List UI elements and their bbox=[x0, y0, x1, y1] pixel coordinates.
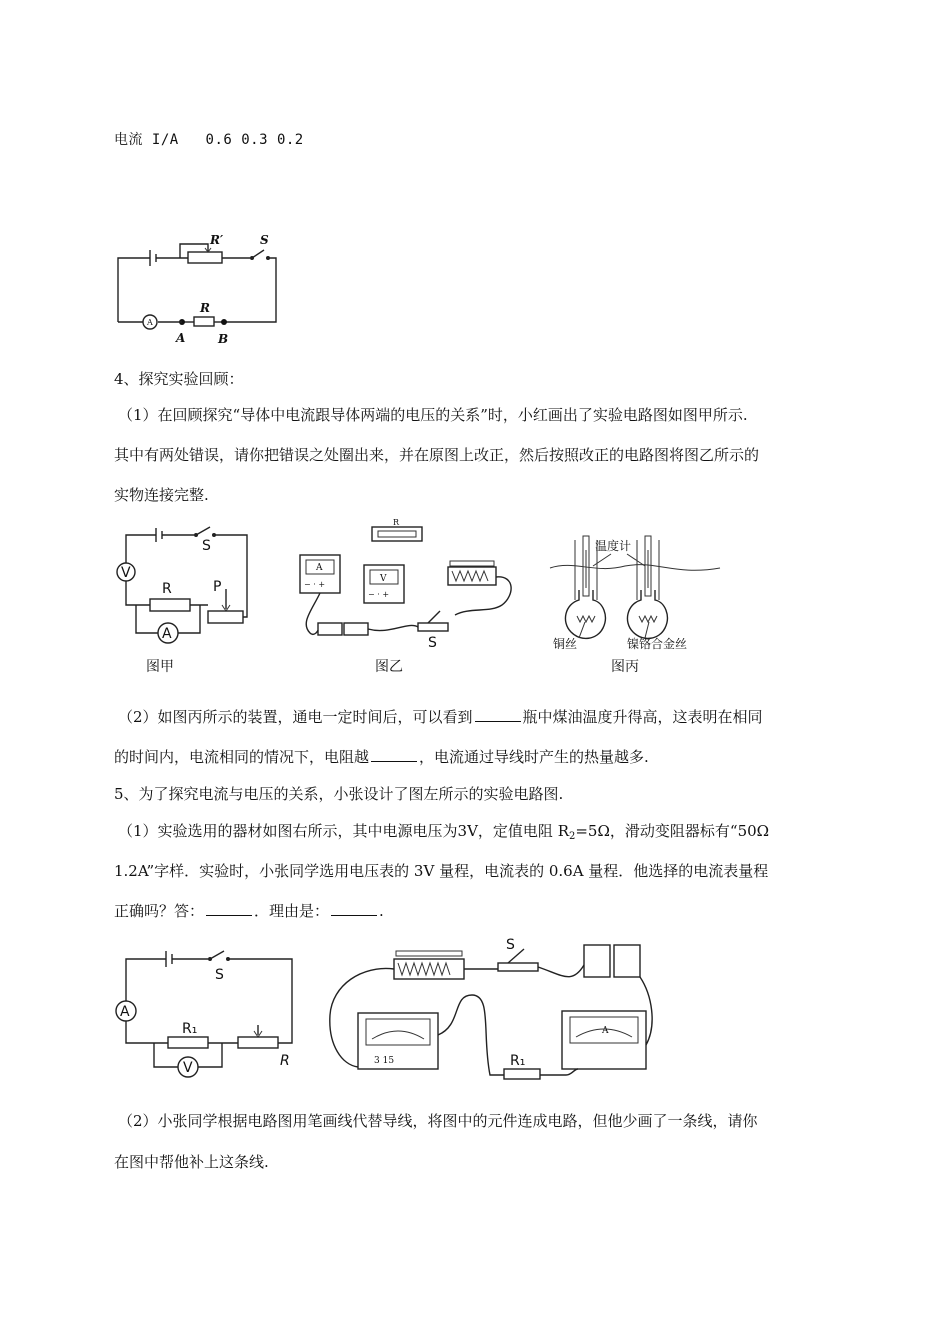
row-values: 0.6 0.3 0.2 bbox=[205, 132, 304, 148]
jia-slider-label: P bbox=[213, 579, 222, 595]
q4-p2-line2: 的时间内，电流相同的情况下，电阻越 ，电流通过导线时产生的热量越多. bbox=[114, 748, 649, 766]
q5-p1-line3: 正确吗？答： ．理由是： . bbox=[114, 902, 384, 920]
q5-voltmeter-label: V bbox=[183, 1060, 193, 1076]
circuit-diagram-1 bbox=[110, 230, 290, 350]
figure-bing-flasks bbox=[545, 530, 725, 675]
resistor-label: R bbox=[200, 301, 210, 315]
q4-title: 4、探究实验回顾： bbox=[114, 370, 244, 388]
q4-p1-line3: 实物连接完整. bbox=[114, 486, 209, 504]
yi-caption: 图乙 bbox=[375, 659, 403, 675]
q5-app-switch-label: S bbox=[506, 937, 515, 953]
q5-ammeter-dial-label: A bbox=[602, 1026, 609, 1036]
yi-switch-label: S bbox=[428, 635, 437, 651]
point-b-label: B bbox=[218, 332, 229, 346]
ammeter-label: A bbox=[147, 318, 153, 327]
jia-voltmeter-label: V bbox=[121, 565, 131, 581]
answer-blank-correct[interactable] bbox=[206, 901, 252, 916]
figure-yi-apparatus bbox=[290, 515, 530, 675]
jia-ammeter-label: A bbox=[162, 626, 172, 642]
q5-p1-line1: （1）实验选用的器材如图右所示，其中电源电压为3V，定值电阻 $R_2=5\Omega$，滑动变阻器标有“50Ω bbox=[118, 822, 770, 842]
jia-switch-label: S bbox=[202, 538, 211, 554]
bing-nichrome-label: 镍铬合金丝 bbox=[627, 637, 688, 651]
q4-p2-line1: （2）如图丙所示的装置，通电一定时间后，可以看到 瓶中煤油温度升得高，这表明在相同 bbox=[118, 708, 763, 726]
q5-p1-line2: 1.2A”字样．实验时，小张同学选用电压表的 3V 量程，电流表的 0.6A 量程．他选择的电流表量程 bbox=[114, 862, 769, 880]
answer-blank-reason[interactable] bbox=[331, 901, 377, 916]
q5-ammeter-label: A bbox=[120, 1004, 130, 1020]
table-row-current bbox=[114, 129, 304, 151]
answer-blank-bottle[interactable] bbox=[475, 707, 521, 722]
q5-switch-label: S bbox=[215, 967, 224, 983]
jia-resistor-label: R bbox=[162, 581, 172, 597]
q5-apparatus-figure bbox=[322, 935, 667, 1090]
svg-text:− · +: − · + bbox=[368, 590, 390, 599]
q5-r1-label: R₁ bbox=[182, 1021, 198, 1037]
q5-app-r1-label: R₁ bbox=[510, 1053, 526, 1069]
jia-caption: 图甲 bbox=[146, 659, 174, 675]
yi-ammeter-label: A bbox=[316, 563, 323, 573]
bing-caption: 图丙 bbox=[611, 659, 639, 675]
svg-text:− · +: − · + bbox=[304, 580, 326, 589]
row-label: 电流 I/A bbox=[114, 132, 179, 148]
figure-jia-circuit bbox=[110, 525, 260, 675]
point-a-label: A bbox=[176, 331, 186, 345]
q4-p1-line2: 其中有两处错误，请你把错误之处圈出来，并在原图上改正，然后按照改正的电路图将图乙所示的 bbox=[114, 446, 760, 464]
q4-p1-line1: （1）在回顾探究“导体中电流跟导体两端的电压的关系”时，小红画出了实验电路图如图甲所示. bbox=[118, 406, 748, 424]
q5-voltmeter-scale: 3 15 bbox=[374, 1056, 395, 1066]
q5-p2-line1: （2）小张同学根据电路图用笔画线代替导线，将图中的元件连成电路，但他少画了一条线，请你 bbox=[118, 1112, 758, 1130]
switch-label: S bbox=[260, 233, 269, 247]
bing-copper-label: 铜丝 bbox=[553, 637, 578, 651]
q5-circuit-diagram bbox=[110, 945, 310, 1080]
answer-blank-resistance[interactable] bbox=[371, 747, 417, 762]
q5-p2-line2: 在图中帮他补上这条线. bbox=[114, 1153, 269, 1171]
q5-title: 5、为了探究电流与电压的关系，小张设计了图左所示的实验电路图. bbox=[114, 785, 564, 803]
bing-thermometer-label: 温度计 bbox=[595, 539, 632, 553]
yi-resistor-label: R bbox=[393, 518, 400, 527]
q5-rheostat-label: R bbox=[280, 1053, 290, 1069]
r-prime-label: R′ bbox=[210, 233, 224, 247]
yi-voltmeter-label: V bbox=[380, 574, 387, 584]
